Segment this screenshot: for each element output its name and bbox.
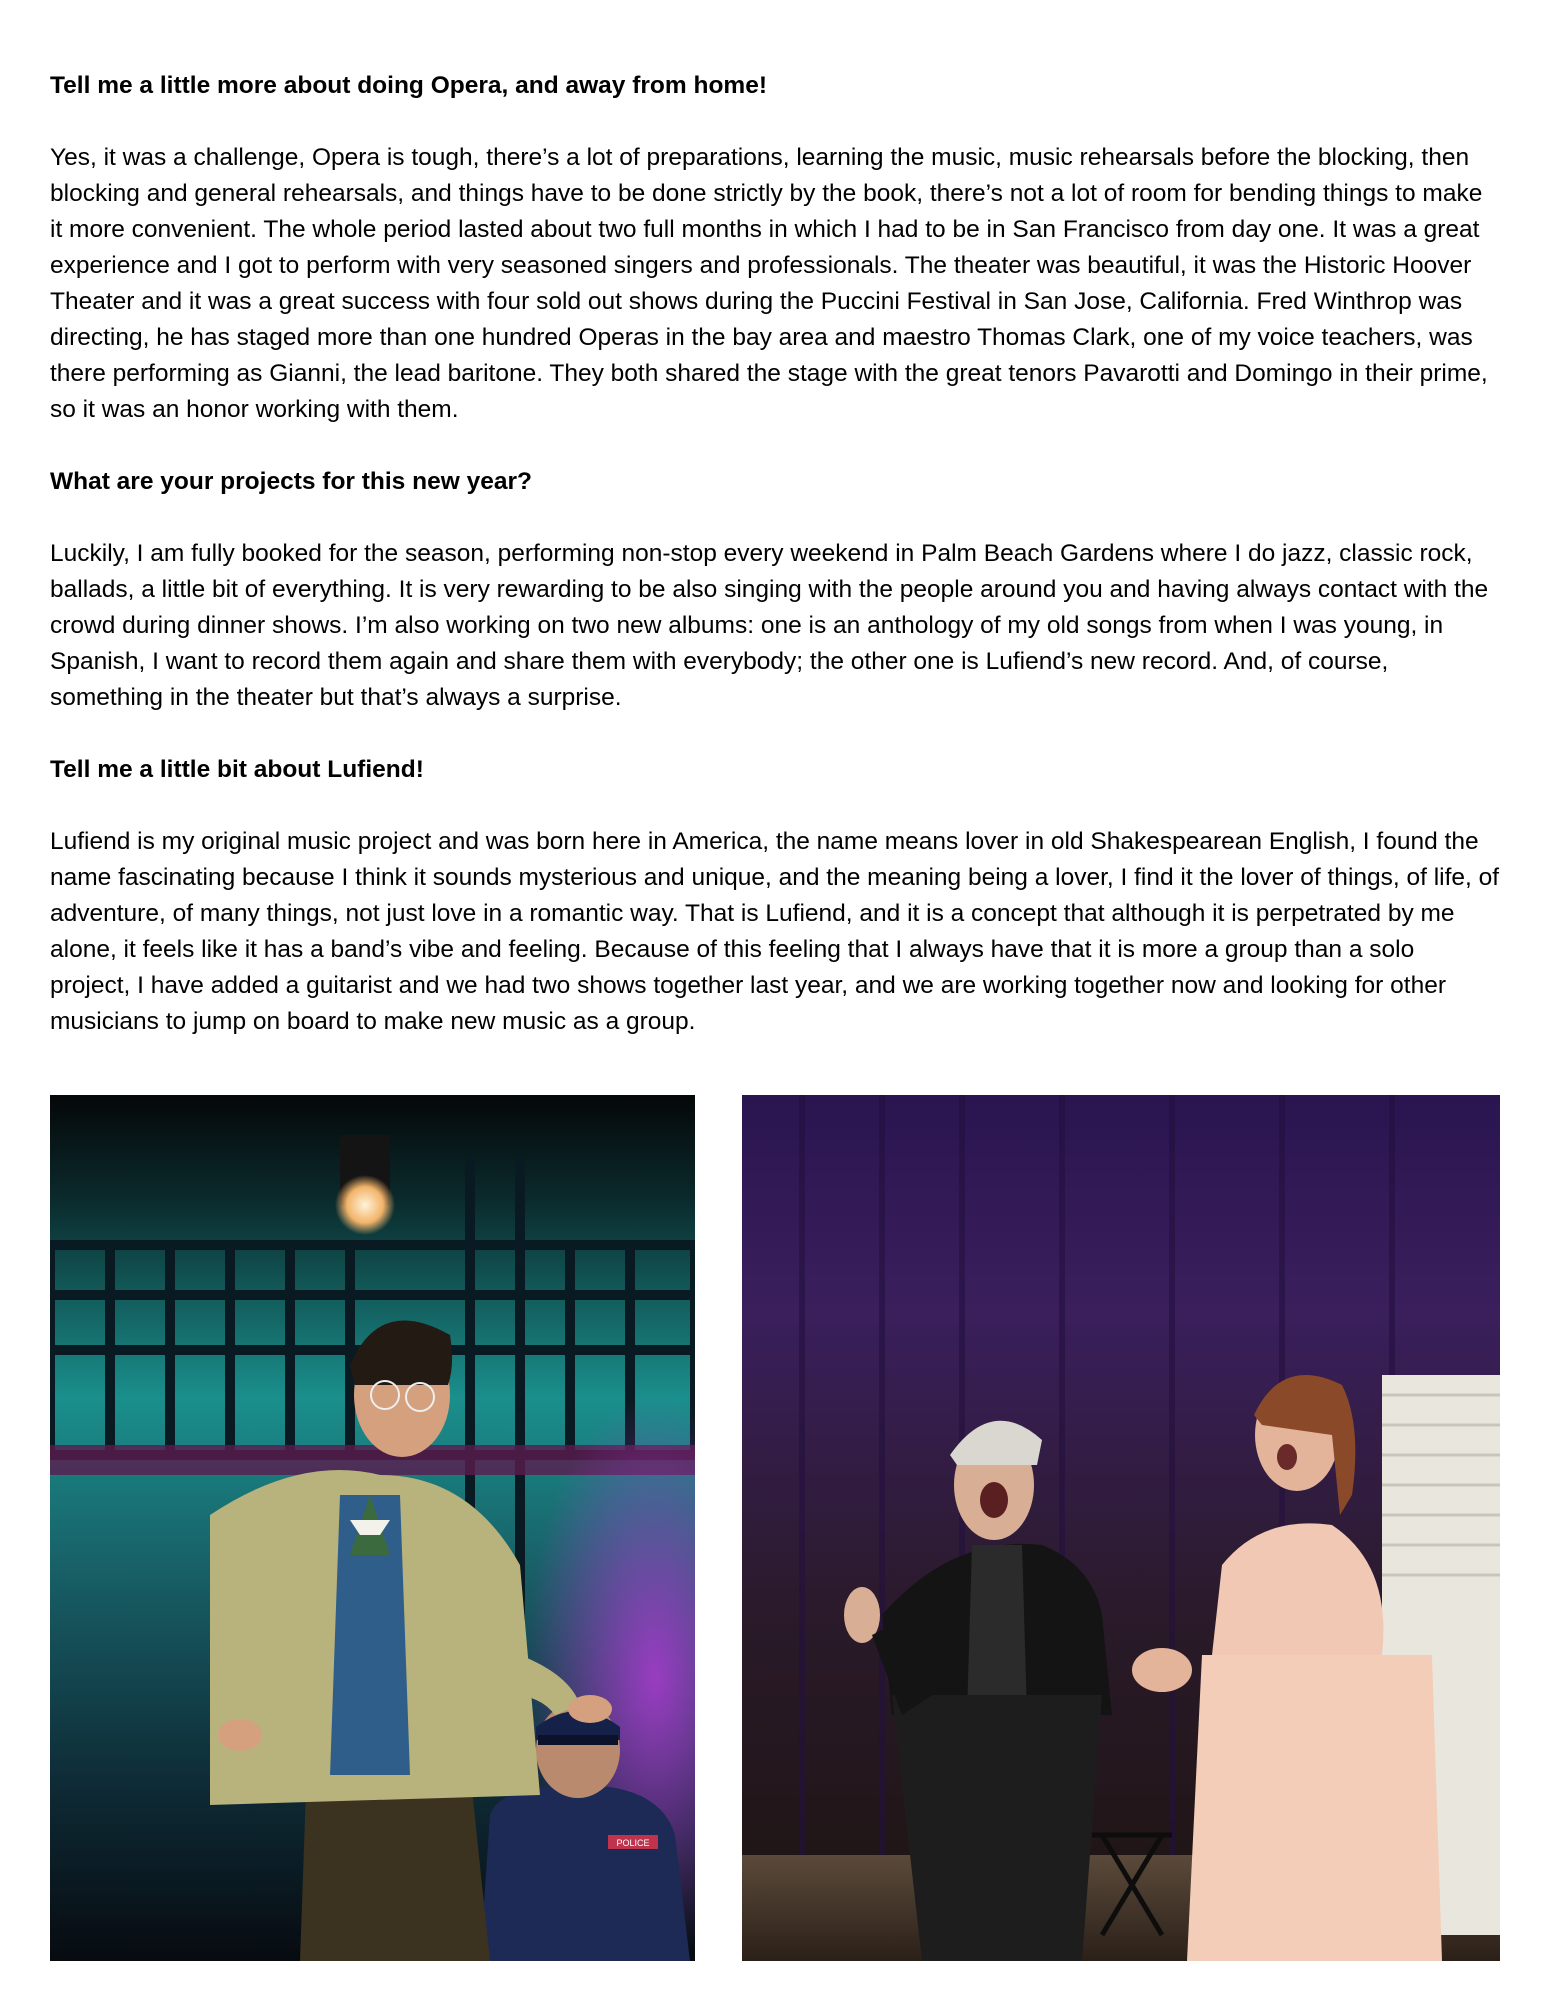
article-body: [50, 68, 1500, 1076]
interview-question-2: What are your projects for this new year?: [50, 468, 532, 495]
interview-question-3: Tell me a little bit about Lufiend!: [50, 756, 424, 783]
stage-photo-duet: [742, 1095, 1500, 1961]
interview-answer-1: Yes, it was a challenge, Opera is tough, there’s a lot of preparations, learning the music, music rehearsals before the blocking, then blocking and general rehearsals, and things have to be done strictly by the book, there’s not a lot of room for bending things to make it more convenient. The whole period lasted about two full months in which I had to be in San Francisco from day one. It was a great experience and I got to perform with very seasoned singers and professionals. The theater was beautiful, it was the Historic Hoover Theater and it was a great success with four sold out shows during the Puccini Festival in San Jose, California. Fred Winthrop was directing, he has staged more than one hundred Operas in the bay area and maestro Thomas Clark, one of my voice teachers, was there performing as Gianni, the lead baritone. They both shared the stage with the great tenors Pavarotti and Domingo in their prime, so it was an honor working with them.: [50, 144, 1488, 423]
interview-answer-3: Lufiend is my original music project and was born here in America, the name means lover in old Shakespearean English, I found the name fascinating because I think it sounds mysterious and unique, and the meaning being a lover, I find it the lover of things, of life, of adventure, of many things, not just love in a romantic way. That is Lufiend, and it is a concept that although it is perpetrated by me alone, it feels like it has a band’s vibe and feeling. Because of this feeling that I always have that it is more a group than a solo project, I have added a guitarist and we had two shows together last year, and we are working together now and looking for other musicians to jump on board to make new music as a group.: [50, 828, 1500, 1035]
interview-answer-2: Luckily, I am fully booked for the season, performing non-stop every weekend in Palm Beach Gardens where I do jazz, classic rock, ballads, a little bit of everything. It is very rewarding to be also singing with the people around you and having always contact with the crowd during dinner shows. I’m also working on two new albums: one is an anthology of my old songs from when I was young, in Spanish, I want to record them again and share them with everybody; the other one is Lufiend’s new record. And, of course, something in the theater but that’s always a surprise.: [50, 540, 1489, 711]
photo-opera-scene-left: [50, 1095, 695, 1961]
police-badge-text: POLICE: [616, 1838, 650, 1848]
stage-photo-pointing-man: [50, 1095, 695, 1961]
photo-duet-scene-right: [742, 1095, 1500, 1961]
interview-question-1: Tell me a little more about doing Opera, and away from home!: [50, 72, 767, 99]
